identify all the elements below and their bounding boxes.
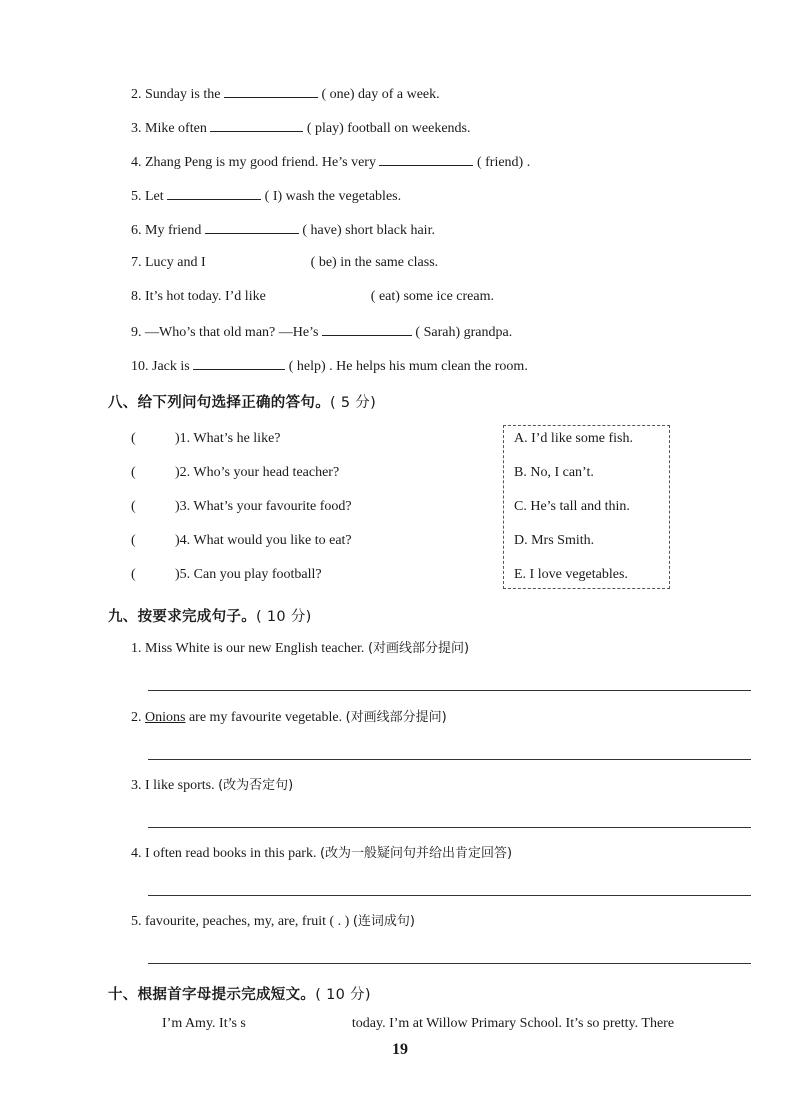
question-text: 5. Can you play football? xyxy=(179,567,322,582)
section-10-points: ( 10 分) xyxy=(315,987,371,1003)
answer-blank[interactable] xyxy=(205,220,299,234)
answer-line-5[interactable] xyxy=(148,963,751,964)
item-text-after: ( Sarah) grandpa. xyxy=(415,325,513,340)
fill-item-4 xyxy=(131,152,530,172)
question-text: 1. What’s he like? xyxy=(179,431,281,446)
item-text-before: 7. Lucy and I xyxy=(131,255,206,270)
item-text-before: 9. —Who’s that old man? —He’s xyxy=(131,325,319,340)
match-question-4: ( )4. What would you like to eat? xyxy=(131,533,352,548)
answer-blank[interactable] xyxy=(379,152,473,166)
item-text-after: ( one) day of a week. xyxy=(321,87,440,102)
item-text-after: ( help) . He helps his mum clean the room. xyxy=(288,359,528,374)
fill-item-8 xyxy=(131,288,494,306)
section-10-title: 十、根据首字母提示完成短文。 xyxy=(108,987,316,1003)
option-b: B. No, I can’t. xyxy=(514,465,594,480)
fill-item-5 xyxy=(131,186,401,206)
answer-options-box xyxy=(503,425,670,589)
rewrite-item-5: 5. favourite, peaches, my, are, fruit ( . ) (连词成句) xyxy=(131,914,415,929)
fill-item-9 xyxy=(131,322,512,342)
option-c: C. He’s tall and thin. xyxy=(514,499,630,514)
question-text: 2. Who’s your head teacher? xyxy=(179,465,340,480)
instruction: (连词成句) xyxy=(352,914,415,929)
item-text-before: 3. Mike often xyxy=(131,121,207,136)
section-10-heading xyxy=(108,983,371,1004)
underlined-word: Onions xyxy=(145,710,186,725)
answer-paren[interactable]: ( xyxy=(131,567,136,582)
item-text-before: 5. Let xyxy=(131,189,164,204)
option-e: E. I love vegetables. xyxy=(514,567,628,582)
section-8-heading xyxy=(108,391,376,412)
match-question-1: ( )1. What’s he like? xyxy=(131,431,281,446)
rewrite-item-2: 2. Onions are my favourite vegetable. (对画线部分提问) xyxy=(131,710,447,725)
answer-paren[interactable]: ( xyxy=(131,499,136,514)
rewrite-item-1: 1. Miss White is our new English teacher. (对画线部分提问) xyxy=(131,641,470,656)
answer-blank[interactable] xyxy=(167,186,261,200)
item-text-before: 8. It’s hot today. I’d like xyxy=(131,289,266,304)
item-text-before: 10. Jack is xyxy=(131,359,190,374)
question-text: 4. What would you like to eat? xyxy=(179,533,352,548)
rewrite-item-4: 4. I often read books in this park. (改为一般疑问句并给出肯定回答) xyxy=(131,846,513,861)
question-text: 3. What’s your favourite food? xyxy=(179,499,352,514)
fill-item-3 xyxy=(131,118,471,138)
answer-line-4[interactable] xyxy=(148,895,751,896)
answer-line-3[interactable] xyxy=(148,827,751,828)
option-d: D. Mrs Smith. xyxy=(514,533,595,548)
instruction: (对画线部分提问) xyxy=(367,641,470,656)
answer-blank[interactable] xyxy=(224,84,318,98)
answer-paren[interactable]: ( xyxy=(131,431,136,446)
match-question-5: ( )5. Can you play football? xyxy=(131,567,322,582)
answer-blank[interactable] xyxy=(322,322,412,336)
answer-line-2[interactable] xyxy=(148,759,751,760)
item-text-before: 2. Sunday is the xyxy=(131,87,221,102)
section-8-points: ( 5 分) xyxy=(330,395,377,411)
instruction: (对画线部分提问) xyxy=(345,710,447,725)
answer-paren[interactable]: ( xyxy=(131,465,136,480)
page-number: 19 xyxy=(392,1041,408,1058)
section-9-heading xyxy=(108,605,312,626)
rewrite-item-3: 3. I like sports. (改为否定句) xyxy=(131,778,294,793)
passage-first-line: I’m Amy. It’s s today. I’m at Willow Primary School. It’s so pretty. There xyxy=(162,1016,675,1031)
answer-line-1[interactable] xyxy=(148,690,751,691)
instruction: (改为否定句) xyxy=(218,778,294,793)
item-text-after: ( friend) . xyxy=(476,155,531,170)
answer-blank[interactable] xyxy=(210,118,303,132)
section-9-points: ( 10 分) xyxy=(256,609,312,625)
item-text-before: 6. My friend xyxy=(131,223,202,238)
instruction: (改为一般疑问句并给出肯定回答) xyxy=(319,846,513,861)
item-text-after: ( have) short black hair. xyxy=(302,223,435,238)
match-question-2: ( )2. Who’s your head teacher? xyxy=(131,465,340,480)
fill-item-6 xyxy=(131,220,435,240)
fill-item-7 xyxy=(131,254,438,272)
section-9-title: 九、按要求完成句子。 xyxy=(108,609,256,625)
item-text-after: ( I) wash the vegetables. xyxy=(264,189,402,204)
option-a: A. I’d like some fish. xyxy=(514,431,633,446)
item-text-after: ( play) football on weekends. xyxy=(306,121,471,136)
answer-paren[interactable]: ( xyxy=(131,533,136,548)
item-text-after: ( be) in the same class. xyxy=(310,255,439,270)
fill-item-2 xyxy=(131,84,440,104)
match-question-3: ( )3. What’s your favourite food? xyxy=(131,499,352,514)
item-text-after: ( eat) some ice cream. xyxy=(370,289,495,304)
fill-item-10 xyxy=(131,356,528,376)
answer-blank[interactable] xyxy=(193,356,285,370)
section-8-title: 八、给下列问句选择正确的答句。 xyxy=(108,395,330,411)
item-text-before: 4. Zhang Peng is my good friend. He’s very xyxy=(131,155,376,170)
